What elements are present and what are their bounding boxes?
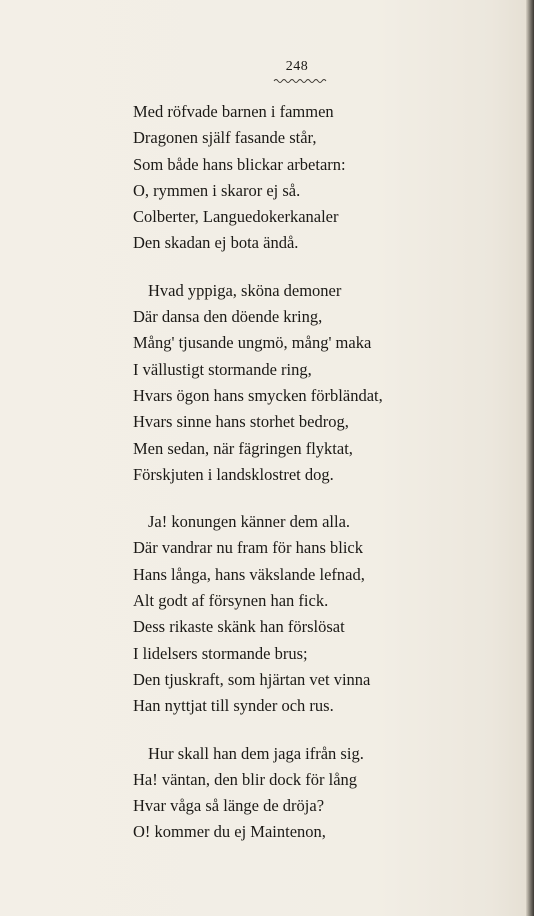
poem-line: I vällustigt stormande ring, [133, 359, 312, 379]
book-binding-edge [526, 0, 534, 916]
poem-line: Hvad yppiga, sköna demoner [148, 280, 342, 300]
stanza [133, 278, 513, 488]
poem-line: Förskjuten i landsklostret dog. [133, 464, 334, 484]
poem-line: Mång' tjusande ungmö, mång' maka [133, 333, 372, 353]
poem-line: I lidelsers stormande brus; [133, 643, 308, 663]
poem-line: Hvar våga så länge de dröja? [133, 796, 325, 816]
poem-line: Med röfvade barnen i fammen [133, 102, 334, 121]
poem-line: Dess rikaste skänk han förslösat [133, 617, 345, 637]
poem-line: Han nyttjat till synder och rus. [133, 696, 334, 716]
poem-line: Där dansa den döende kring, [133, 307, 323, 327]
page-number: 248 [285, 59, 309, 74]
poem-line: Ja! konungen känner dem alla. [148, 512, 351, 532]
poem-line: Den skadan ej bota ändå. [133, 233, 299, 253]
poem-text [133, 99, 513, 867]
poem-line: O! kommer du ej Maintenon, [133, 822, 326, 842]
poem-line: Hvars sinne hans storhet bedrog, [133, 412, 349, 432]
poem-line: Hvars ögon hans smycken förbländat, [133, 385, 383, 405]
poem-line: Där vandrar nu fram för hans blick [133, 538, 363, 558]
poem-line: Hans långa, hans väkslande lefnad, [133, 564, 365, 584]
poem-line: Som både hans blickar arbetarn: [133, 154, 346, 174]
poem-line: O, rymmen i skaror ej så. [133, 180, 301, 200]
poem-line: Den tjuskraft, som hjärtan vet vinna [133, 669, 371, 689]
stanza [133, 99, 513, 257]
poem-line: Hur skall han dem jaga ifrån sig. [148, 743, 364, 763]
stanza [133, 509, 513, 719]
poem-line: Alt godt af försynen han fick. [133, 591, 329, 611]
wavy-rule-ornament [273, 77, 328, 85]
poem-line: Dragonen själf fasande står, [133, 128, 317, 148]
poem-line: Men sedan, när fägringen flyktat, [133, 438, 353, 458]
poem-line: Ha! väntan, den blir dock för lång [133, 769, 358, 789]
poem-line: Colberter, Languedokerkanaler [133, 207, 339, 227]
stanza [133, 741, 513, 846]
